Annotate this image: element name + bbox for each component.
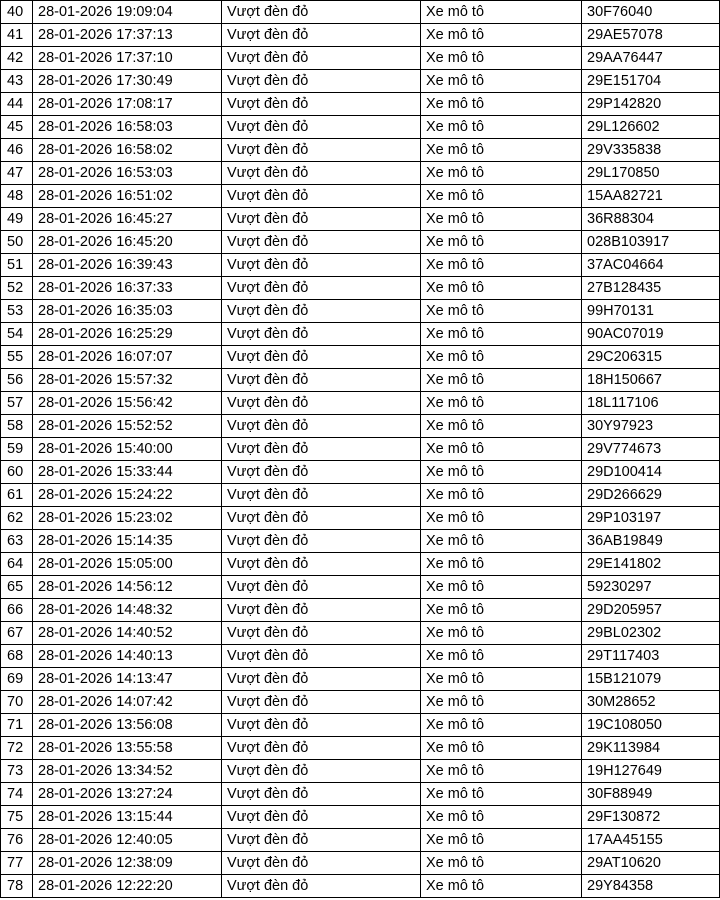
- violation-type-cell: Vượt đèn đỏ: [222, 622, 421, 645]
- violation-type-cell: Vượt đèn đỏ: [222, 875, 421, 898]
- license-plate-cell: 028B103917: [582, 231, 720, 254]
- license-plate-cell: 19C108050: [582, 714, 720, 737]
- license-plate-cell: 29V335838: [582, 139, 720, 162]
- table-row: [1, 530, 720, 553]
- violation-type-cell: Vượt đèn đỏ: [222, 231, 421, 254]
- row-number-cell: 55: [1, 346, 33, 369]
- license-plate-cell: 29F130872: [582, 806, 720, 829]
- timestamp-cell: 28-01-2026 16:39:43: [33, 254, 222, 277]
- row-number-cell: 78: [1, 875, 33, 898]
- license-plate-cell: 18L117106: [582, 392, 720, 415]
- license-plate-cell: 59230297: [582, 576, 720, 599]
- timestamp-cell: 28-01-2026 15:52:52: [33, 415, 222, 438]
- violation-type-cell: Vượt đèn đỏ: [222, 576, 421, 599]
- violation-table-body: [1, 1, 720, 898]
- violation-type-cell: Vượt đèn đỏ: [222, 24, 421, 47]
- license-plate-cell: 15B121079: [582, 668, 720, 691]
- license-plate-cell: 29P103197: [582, 507, 720, 530]
- table-row: [1, 415, 720, 438]
- vehicle-type-cell: Xe mô tô: [421, 162, 582, 185]
- vehicle-type-cell: Xe mô tô: [421, 438, 582, 461]
- violation-type-cell: Vượt đèn đỏ: [222, 254, 421, 277]
- license-plate-cell: 29L170850: [582, 162, 720, 185]
- table-row: [1, 576, 720, 599]
- row-number-cell: 65: [1, 576, 33, 599]
- vehicle-type-cell: Xe mô tô: [421, 530, 582, 553]
- timestamp-cell: 28-01-2026 13:55:58: [33, 737, 222, 760]
- violation-type-cell: Vượt đèn đỏ: [222, 93, 421, 116]
- table-row: [1, 553, 720, 576]
- row-number-cell: 77: [1, 852, 33, 875]
- timestamp-cell: 28-01-2026 19:09:04: [33, 1, 222, 24]
- table-row: [1, 323, 720, 346]
- timestamp-cell: 28-01-2026 13:27:24: [33, 783, 222, 806]
- table-row: [1, 829, 720, 852]
- row-number-cell: 50: [1, 231, 33, 254]
- table-row: [1, 116, 720, 139]
- table-row: [1, 392, 720, 415]
- vehicle-type-cell: Xe mô tô: [421, 93, 582, 116]
- table-row: [1, 622, 720, 645]
- vehicle-type-cell: Xe mô tô: [421, 323, 582, 346]
- license-plate-cell: 29V774673: [582, 438, 720, 461]
- license-plate-cell: 29C206315: [582, 346, 720, 369]
- license-plate-cell: 29K113984: [582, 737, 720, 760]
- timestamp-cell: 28-01-2026 16:45:20: [33, 231, 222, 254]
- vehicle-type-cell: Xe mô tô: [421, 369, 582, 392]
- violation-type-cell: Vượt đèn đỏ: [222, 208, 421, 231]
- table-row: [1, 714, 720, 737]
- row-number-cell: 66: [1, 599, 33, 622]
- violation-type-cell: Vượt đèn đỏ: [222, 507, 421, 530]
- timestamp-cell: 28-01-2026 16:25:29: [33, 323, 222, 346]
- timestamp-cell: 28-01-2026 15:40:00: [33, 438, 222, 461]
- table-row: [1, 231, 720, 254]
- violation-type-cell: Vượt đèn đỏ: [222, 47, 421, 70]
- violation-type-cell: Vượt đèn đỏ: [222, 1, 421, 24]
- timestamp-cell: 28-01-2026 17:37:10: [33, 47, 222, 70]
- vehicle-type-cell: Xe mô tô: [421, 760, 582, 783]
- table-row: [1, 346, 720, 369]
- table-row: [1, 760, 720, 783]
- vehicle-type-cell: Xe mô tô: [421, 783, 582, 806]
- row-number-cell: 45: [1, 116, 33, 139]
- license-plate-cell: 18H150667: [582, 369, 720, 392]
- table-row: [1, 70, 720, 93]
- timestamp-cell: 28-01-2026 12:38:09: [33, 852, 222, 875]
- violation-type-cell: Vượt đèn đỏ: [222, 415, 421, 438]
- timestamp-cell: 28-01-2026 16:51:02: [33, 185, 222, 208]
- license-plate-cell: 29D266629: [582, 484, 720, 507]
- row-number-cell: 60: [1, 461, 33, 484]
- timestamp-cell: 28-01-2026 12:22:20: [33, 875, 222, 898]
- violation-type-cell: Vượt đèn đỏ: [222, 185, 421, 208]
- timestamp-cell: 28-01-2026 14:56:12: [33, 576, 222, 599]
- vehicle-type-cell: Xe mô tô: [421, 852, 582, 875]
- timestamp-cell: 28-01-2026 16:53:03: [33, 162, 222, 185]
- row-number-cell: 54: [1, 323, 33, 346]
- timestamp-cell: 28-01-2026 15:05:00: [33, 553, 222, 576]
- row-number-cell: 49: [1, 208, 33, 231]
- table-row: [1, 806, 720, 829]
- vehicle-type-cell: Xe mô tô: [421, 622, 582, 645]
- vehicle-type-cell: Xe mô tô: [421, 875, 582, 898]
- row-number-cell: 69: [1, 668, 33, 691]
- timestamp-cell: 28-01-2026 17:08:17: [33, 93, 222, 116]
- row-number-cell: 47: [1, 162, 33, 185]
- vehicle-type-cell: Xe mô tô: [421, 47, 582, 70]
- vehicle-type-cell: Xe mô tô: [421, 116, 582, 139]
- table-row: [1, 254, 720, 277]
- table-row: [1, 852, 720, 875]
- row-number-cell: 57: [1, 392, 33, 415]
- row-number-cell: 62: [1, 507, 33, 530]
- timestamp-cell: 28-01-2026 15:33:44: [33, 461, 222, 484]
- violation-type-cell: Vượt đèn đỏ: [222, 300, 421, 323]
- license-plate-cell: 29E141802: [582, 553, 720, 576]
- row-number-cell: 74: [1, 783, 33, 806]
- timestamp-cell: 28-01-2026 15:57:32: [33, 369, 222, 392]
- timestamp-cell: 28-01-2026 12:40:05: [33, 829, 222, 852]
- row-number-cell: 67: [1, 622, 33, 645]
- timestamp-cell: 28-01-2026 17:37:13: [33, 24, 222, 47]
- table-row: [1, 277, 720, 300]
- row-number-cell: 56: [1, 369, 33, 392]
- license-plate-cell: 29D205957: [582, 599, 720, 622]
- row-number-cell: 52: [1, 277, 33, 300]
- license-plate-cell: 27B128435: [582, 277, 720, 300]
- table-row: [1, 47, 720, 70]
- vehicle-type-cell: Xe mô tô: [421, 24, 582, 47]
- violation-type-cell: Vượt đèn đỏ: [222, 737, 421, 760]
- table-row: [1, 1, 720, 24]
- violation-type-cell: Vượt đèn đỏ: [222, 553, 421, 576]
- table-row: [1, 300, 720, 323]
- vehicle-type-cell: Xe mô tô: [421, 645, 582, 668]
- row-number-cell: 43: [1, 70, 33, 93]
- violation-type-cell: Vượt đèn đỏ: [222, 438, 421, 461]
- table-row: [1, 645, 720, 668]
- vehicle-type-cell: Xe mô tô: [421, 737, 582, 760]
- timestamp-cell: 28-01-2026 17:30:49: [33, 70, 222, 93]
- timestamp-cell: 28-01-2026 14:40:13: [33, 645, 222, 668]
- violation-type-cell: Vượt đèn đỏ: [222, 806, 421, 829]
- table-row: [1, 24, 720, 47]
- timestamp-cell: 28-01-2026 16:58:02: [33, 139, 222, 162]
- row-number-cell: 72: [1, 737, 33, 760]
- timestamp-cell: 28-01-2026 14:48:32: [33, 599, 222, 622]
- timestamp-cell: 28-01-2026 15:24:22: [33, 484, 222, 507]
- vehicle-type-cell: Xe mô tô: [421, 461, 582, 484]
- table-row: [1, 599, 720, 622]
- table-row: [1, 737, 720, 760]
- row-number-cell: 44: [1, 93, 33, 116]
- table-row: [1, 162, 720, 185]
- row-number-cell: 61: [1, 484, 33, 507]
- vehicle-type-cell: Xe mô tô: [421, 415, 582, 438]
- violation-type-cell: Vượt đèn đỏ: [222, 599, 421, 622]
- license-plate-cell: 30F76040: [582, 1, 720, 24]
- table-row: [1, 484, 720, 507]
- vehicle-type-cell: Xe mô tô: [421, 300, 582, 323]
- vehicle-type-cell: Xe mô tô: [421, 714, 582, 737]
- violation-type-cell: Vượt đèn đỏ: [222, 392, 421, 415]
- table-row: [1, 691, 720, 714]
- violation-type-cell: Vượt đèn đỏ: [222, 369, 421, 392]
- row-number-cell: 59: [1, 438, 33, 461]
- row-number-cell: 42: [1, 47, 33, 70]
- row-number-cell: 71: [1, 714, 33, 737]
- license-plate-cell: 29P142820: [582, 93, 720, 116]
- violation-type-cell: Vượt đèn đỏ: [222, 323, 421, 346]
- violation-type-cell: Vượt đèn đỏ: [222, 760, 421, 783]
- timestamp-cell: 28-01-2026 16:58:03: [33, 116, 222, 139]
- row-number-cell: 58: [1, 415, 33, 438]
- violation-type-cell: Vượt đèn đỏ: [222, 277, 421, 300]
- table-row: [1, 185, 720, 208]
- timestamp-cell: 28-01-2026 15:14:35: [33, 530, 222, 553]
- license-plate-cell: 29L126602: [582, 116, 720, 139]
- violation-type-cell: Vượt đèn đỏ: [222, 852, 421, 875]
- license-plate-cell: 29AA76447: [582, 47, 720, 70]
- row-number-cell: 70: [1, 691, 33, 714]
- vehicle-type-cell: Xe mô tô: [421, 484, 582, 507]
- license-plate-cell: 29Y84358: [582, 875, 720, 898]
- vehicle-type-cell: Xe mô tô: [421, 185, 582, 208]
- table-row: [1, 783, 720, 806]
- vehicle-type-cell: Xe mô tô: [421, 231, 582, 254]
- row-number-cell: 46: [1, 139, 33, 162]
- timestamp-cell: 28-01-2026 13:34:52: [33, 760, 222, 783]
- table-row: [1, 93, 720, 116]
- license-plate-cell: 36AB19849: [582, 530, 720, 553]
- violation-type-cell: Vượt đèn đỏ: [222, 829, 421, 852]
- license-plate-cell: 29T117403: [582, 645, 720, 668]
- violation-type-cell: Vượt đèn đỏ: [222, 162, 421, 185]
- timestamp-cell: 28-01-2026 15:56:42: [33, 392, 222, 415]
- license-plate-cell: 19H127649: [582, 760, 720, 783]
- vehicle-type-cell: Xe mô tô: [421, 277, 582, 300]
- violation-type-cell: Vượt đèn đỏ: [222, 346, 421, 369]
- violation-type-cell: Vượt đèn đỏ: [222, 714, 421, 737]
- vehicle-type-cell: Xe mô tô: [421, 553, 582, 576]
- table-row: [1, 668, 720, 691]
- table-row: [1, 139, 720, 162]
- row-number-cell: 64: [1, 553, 33, 576]
- vehicle-type-cell: Xe mô tô: [421, 691, 582, 714]
- violation-type-cell: Vượt đèn đỏ: [222, 691, 421, 714]
- violation-type-cell: Vượt đèn đỏ: [222, 116, 421, 139]
- license-plate-cell: 15AA82721: [582, 185, 720, 208]
- table-row: [1, 461, 720, 484]
- license-plate-cell: 37AC04664: [582, 254, 720, 277]
- license-plate-cell: 30F88949: [582, 783, 720, 806]
- table-row: [1, 875, 720, 898]
- license-plate-cell: 30M28652: [582, 691, 720, 714]
- timestamp-cell: 28-01-2026 16:07:07: [33, 346, 222, 369]
- vehicle-type-cell: Xe mô tô: [421, 139, 582, 162]
- timestamp-cell: 28-01-2026 13:15:44: [33, 806, 222, 829]
- table-row: [1, 369, 720, 392]
- vehicle-type-cell: Xe mô tô: [421, 1, 582, 24]
- vehicle-type-cell: Xe mô tô: [421, 346, 582, 369]
- vehicle-type-cell: Xe mô tô: [421, 668, 582, 691]
- vehicle-type-cell: Xe mô tô: [421, 599, 582, 622]
- vehicle-type-cell: Xe mô tô: [421, 392, 582, 415]
- violation-type-cell: Vượt đèn đỏ: [222, 668, 421, 691]
- violation-type-cell: Vượt đèn đỏ: [222, 530, 421, 553]
- vehicle-type-cell: Xe mô tô: [421, 208, 582, 231]
- violation-type-cell: Vượt đèn đỏ: [222, 139, 421, 162]
- timestamp-cell: 28-01-2026 14:13:47: [33, 668, 222, 691]
- table-row: [1, 507, 720, 530]
- timestamp-cell: 28-01-2026 16:37:33: [33, 277, 222, 300]
- row-number-cell: 75: [1, 806, 33, 829]
- license-plate-cell: 99H70131: [582, 300, 720, 323]
- vehicle-type-cell: Xe mô tô: [421, 507, 582, 530]
- violation-type-cell: Vượt đèn đỏ: [222, 783, 421, 806]
- vehicle-type-cell: Xe mô tô: [421, 254, 582, 277]
- license-plate-cell: 29D100414: [582, 461, 720, 484]
- row-number-cell: 48: [1, 185, 33, 208]
- violation-type-cell: Vượt đèn đỏ: [222, 484, 421, 507]
- license-plate-cell: 36R88304: [582, 208, 720, 231]
- license-plate-cell: 29BL02302: [582, 622, 720, 645]
- license-plate-cell: 29AT10620: [582, 852, 720, 875]
- license-plate-cell: 17AA45155: [582, 829, 720, 852]
- license-plate-cell: 30Y97923: [582, 415, 720, 438]
- vehicle-type-cell: Xe mô tô: [421, 829, 582, 852]
- timestamp-cell: 28-01-2026 13:56:08: [33, 714, 222, 737]
- license-plate-cell: 90AC07019: [582, 323, 720, 346]
- row-number-cell: 68: [1, 645, 33, 668]
- timestamp-cell: 28-01-2026 14:07:42: [33, 691, 222, 714]
- timestamp-cell: 28-01-2026 16:35:03: [33, 300, 222, 323]
- vehicle-type-cell: Xe mô tô: [421, 806, 582, 829]
- row-number-cell: 76: [1, 829, 33, 852]
- license-plate-cell: 29AE57078: [582, 24, 720, 47]
- vehicle-type-cell: Xe mô tô: [421, 576, 582, 599]
- timestamp-cell: 28-01-2026 15:23:02: [33, 507, 222, 530]
- row-number-cell: 53: [1, 300, 33, 323]
- row-number-cell: 51: [1, 254, 33, 277]
- violation-type-cell: Vượt đèn đỏ: [222, 70, 421, 93]
- violation-type-cell: Vượt đèn đỏ: [222, 461, 421, 484]
- row-number-cell: 40: [1, 1, 33, 24]
- license-plate-cell: 29E151704: [582, 70, 720, 93]
- row-number-cell: 63: [1, 530, 33, 553]
- timestamp-cell: 28-01-2026 14:40:52: [33, 622, 222, 645]
- row-number-cell: 73: [1, 760, 33, 783]
- timestamp-cell: 28-01-2026 16:45:27: [33, 208, 222, 231]
- violation-type-cell: Vượt đèn đỏ: [222, 645, 421, 668]
- table-row: [1, 438, 720, 461]
- table-row: [1, 208, 720, 231]
- vehicle-type-cell: Xe mô tô: [421, 70, 582, 93]
- row-number-cell: 41: [1, 24, 33, 47]
